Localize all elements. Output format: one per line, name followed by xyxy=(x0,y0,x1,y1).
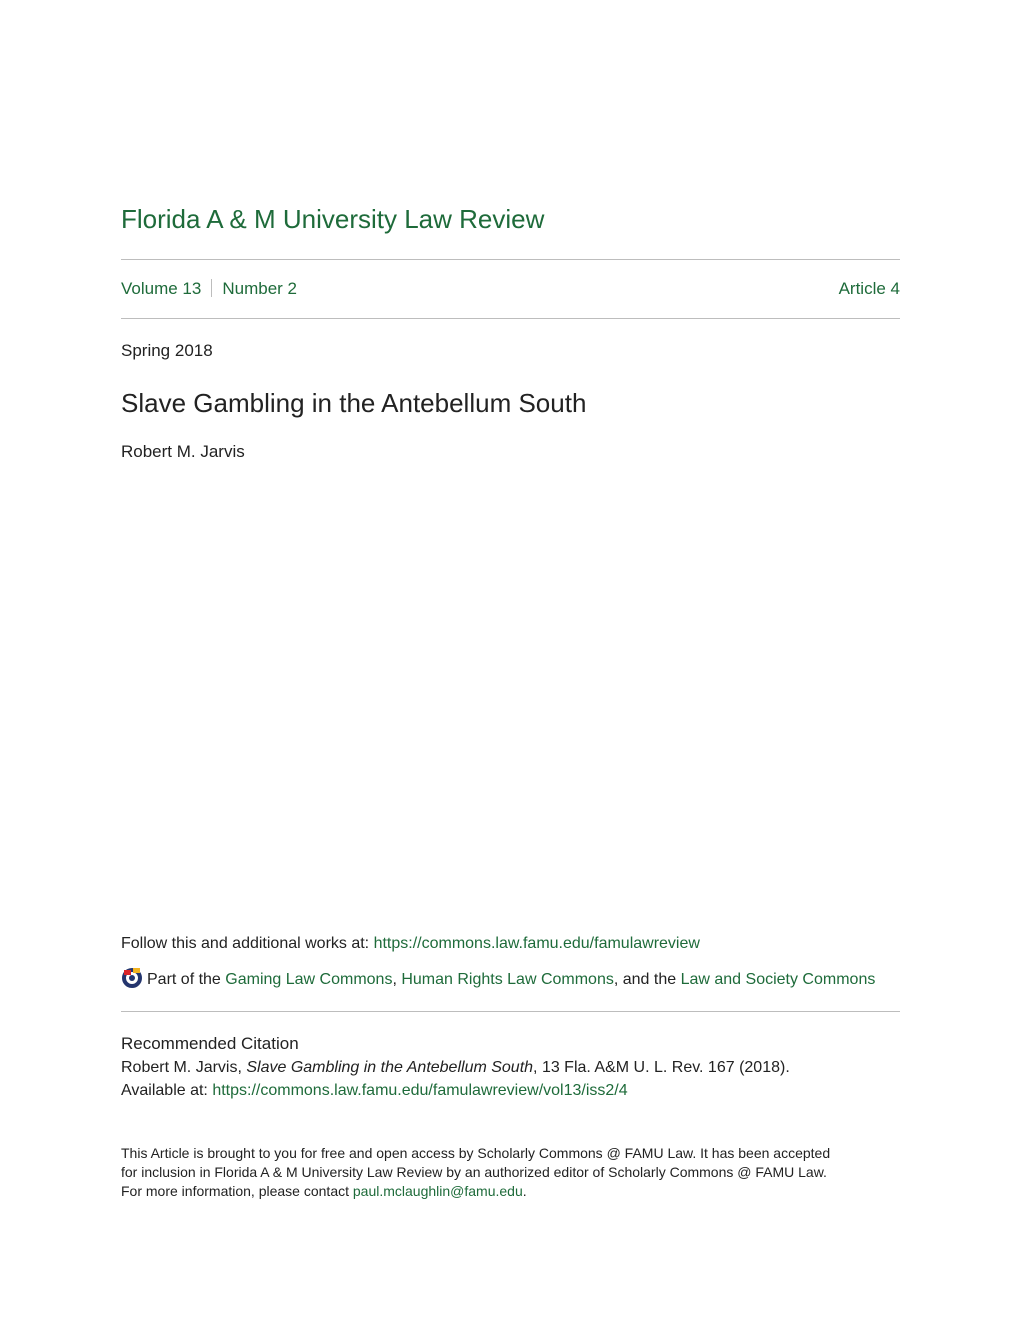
part-of-separator-1: , xyxy=(392,971,402,988)
follow-line xyxy=(121,933,700,955)
citation-author: Robert M. Jarvis, xyxy=(121,1059,247,1076)
divider-top xyxy=(121,259,900,260)
part-of-line xyxy=(121,966,875,992)
citation-available xyxy=(121,1080,628,1102)
article-url-link[interactable]: https://commons.law.famu.edu/famulawreview/vol13/iss2/4 xyxy=(212,1082,628,1099)
divider-issue xyxy=(121,318,900,319)
article-link[interactable]: Article 4 xyxy=(838,279,900,298)
part-of-separator-2: , and the xyxy=(613,971,681,988)
volume-link[interactable]: Volume 13 xyxy=(121,279,202,298)
network-icon xyxy=(121,966,143,988)
footer-period: . xyxy=(522,1183,527,1199)
citation-heading: Recommended Citation xyxy=(121,1034,299,1053)
footer-line-2: for inclusion in Florida A & M University Law Review by an authorized editor of Scholarly Commons @ FAMU Law. xyxy=(121,1164,827,1180)
human-rights-law-commons-link[interactable]: Human Rights Law Commons xyxy=(401,971,614,988)
article-title: Slave Gambling in the Antebellum South xyxy=(121,388,587,418)
footer-line-1: This Article is brought to you for free and open access by Scholarly Commons @ FAMU Law. It has been accepted xyxy=(121,1145,831,1161)
citation-suffix: , 13 Fla. A&M U. L. Rev. 167 (2018). xyxy=(533,1059,790,1076)
contact-email-link[interactable]: paul.mclaughlin@famu.edu xyxy=(352,1183,523,1199)
number-link[interactable]: Number 2 xyxy=(222,279,297,298)
footer-contact-prefix: For more information, please contact xyxy=(121,1183,353,1199)
footer-notice xyxy=(121,1144,901,1201)
issue-separator xyxy=(211,279,212,297)
footer-line-3 xyxy=(121,1182,901,1201)
journal-title-link[interactable]: Florida A & M University Law Review xyxy=(121,204,545,234)
available-label: Available at: xyxy=(121,1082,213,1099)
part-of-prefix: Part of the xyxy=(147,971,226,988)
citation-text xyxy=(121,1057,790,1079)
divider-citation xyxy=(121,1011,900,1012)
author-name: Robert M. Jarvis xyxy=(121,442,245,461)
law-and-society-commons-link[interactable]: Law and Society Commons xyxy=(680,971,876,988)
issue-row xyxy=(121,277,900,301)
publication-date: Spring 2018 xyxy=(121,341,213,360)
citation-title: Slave Gambling in the Antebellum South xyxy=(246,1059,534,1076)
repository-link[interactable]: https://commons.law.famu.edu/famulawreview xyxy=(373,935,700,952)
follow-label: Follow this and additional works at: xyxy=(121,935,374,952)
gaming-law-commons-link[interactable]: Gaming Law Commons xyxy=(225,971,393,988)
